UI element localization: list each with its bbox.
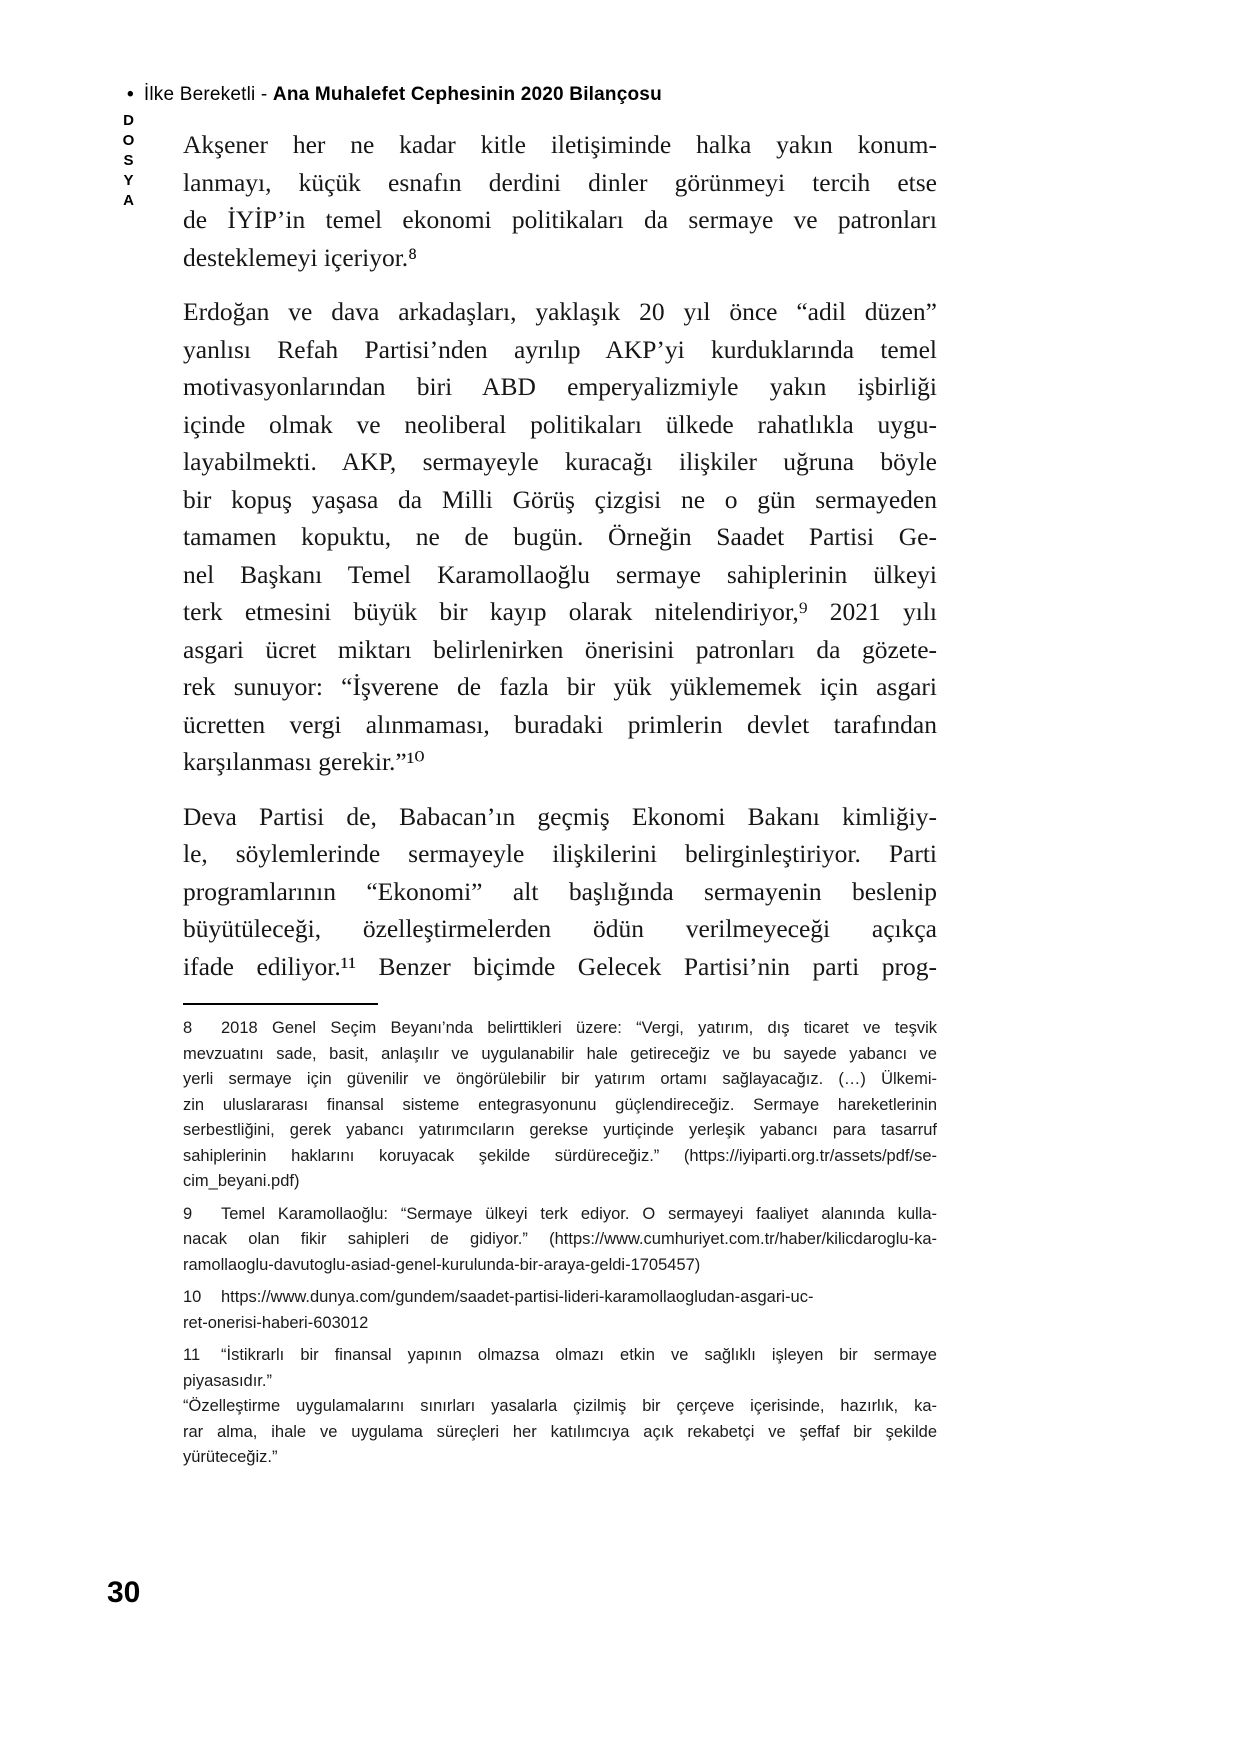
footnote: [183, 1285, 937, 1336]
footnote: [183, 1202, 937, 1279]
body-line: terk etmesini büyük bir kayıp olarak nitelendiriyor,⁹ 2021 yılı: [183, 597, 937, 626]
body-line: yanlısı Refah Partisi’nden ayrılıp AKP’yi kurduklarında temel: [183, 334, 937, 364]
body-paragraph: [183, 126, 937, 276]
footnote-line: ret-onerisi-haberi-603012: [183, 1313, 369, 1332]
footnote-line: sahiplerinin haklarını koruyacak şekilde sürdüreceğiz.” (https://iyiparti.org.tr/assets/pdf/se-: [183, 1146, 937, 1165]
footnote-line: rar alma, ihale ve uygulama süreçleri her katılımcıya açık rekabetçi ve şeffaf bir şekilde: [183, 1422, 937, 1441]
body-line: le, söylemlerinde sermayeyle ilişkilerini belirginleştiriyor. Parti: [183, 839, 937, 868]
body-line: de İYİP’in temel ekonomi politikaları da sermaye ve patronları: [183, 205, 937, 234]
body-line: lanmayı, küçük esnafın derdini dinler görünmeyi tercih etse: [183, 167, 937, 197]
body-line: rek sunuyor: “İşverene de fazla bir yük yüklememek için asgari: [183, 672, 937, 701]
body-line: içinde olmak ve neoliberal politikaları ülkede rahatlıkla uygu-: [183, 409, 937, 439]
body-line: bir kopuş yaşasa da Milli Görüş çizgisi ne o gün sermayeden: [183, 484, 937, 514]
footnotes-section: [183, 1016, 937, 1478]
side-label-dosya: DOSYA: [120, 112, 137, 212]
footnote-line: 9 Temel Karamollaoğlu: “Sermaye ülkeyi terk ediyor. O sermayeyi faaliyet alanında kulla-: [183, 1202, 937, 1228]
header-author: İlke Bereketli -: [143, 84, 273, 105]
body-line: asgari ücret miktarı belirlenirken önerisini patronları da gözete-: [183, 634, 937, 664]
footnote-line: nacak olan fikir sahipleri de gidiyor.” (https://www.cumhuriyet.com.tr/haber/kilicdaroglu-ka-: [183, 1230, 937, 1248]
body-line: ücretten vergi alınmaması, buradaki primlerin devlet tarafından: [183, 709, 937, 739]
footnote-line: 11 “İstikrarlı bir finansal yapının olmazsa olmazı etkin ve sağlıklı işleyen bir sermaye: [183, 1343, 937, 1369]
body-line: motivasyonlarından biri ABD emperyalizmiyle yakın işbirliği: [183, 372, 937, 401]
footnote-line: mevzuatını sade, basit, anlaşılır ve uygulanabilir hale getireceğiz ve bu sayede yabancı ve: [183, 1044, 937, 1063]
footnote-line: zin uluslararası finansal sisteme entegrasyonunu güçlendireceğiz. Sermaye hareketlerinin: [183, 1095, 937, 1114]
footnote-line: cim_beyani.pdf): [183, 1172, 300, 1190]
page-number: 30: [107, 1576, 141, 1609]
body-paragraph: [183, 798, 937, 986]
page-header: [127, 84, 662, 107]
footnote-divider: [183, 1003, 378, 1005]
body-text: [183, 126, 937, 1002]
body-line: ifade ediliyor.¹¹ Benzer biçimde Gelecek Partisi’nin parti prog-: [183, 951, 937, 981]
footnote-number: 11: [183, 1346, 201, 1364]
body-line: tamamen kopuktu, ne de bugün. Örneğin Saadet Partisi Ge-: [183, 522, 937, 551]
body-line: layabilmekti. AKP, sermayeyle kuracağı ilişkiler uğruna böyle: [183, 447, 937, 476]
footnote-line: 10 https://www.dunya.com/gundem/saadet-partisi-lideri-karamollaogludan-asgari-uc-: [183, 1285, 937, 1311]
body-line: nel Başkanı Temel Karamollaoğlu sermaye sahiplerinin ülkeyi: [183, 559, 937, 589]
footnote-line: “Özelleştirme uygulamalarını sınırları yasalarla çizilmiş bir çerçeve içerisinde, hazırlık, ka-: [183, 1397, 937, 1415]
body-line: Akşener her ne kadar kitle iletişiminde halka yakın konum-: [183, 130, 937, 159]
footnote-number: 9: [183, 1204, 193, 1223]
body-line: Deva Partisi de, Babacan’ın geçmiş Ekonomi Bakanı kimliğiy-: [183, 801, 937, 831]
body-line: karşılanması gerekir.”¹⁰: [183, 747, 425, 776]
footnote-line: 8 2018 Genel Seçim Beyanı’nda belirttikleri üzere: “Vergi, yatırım, dış ticaret ve teşvik: [183, 1016, 937, 1042]
header-bullet-icon: •: [127, 84, 134, 105]
body-line: desteklemeyi içeriyor.⁸: [183, 242, 418, 272]
footnote-number: 10: [183, 1288, 202, 1306]
footnote: [183, 1016, 937, 1195]
footnote-line: serbestliğini, gerek yabancı yatırımcıların gerekse yurtiçinde yerleşik yabancı para tasarruf: [183, 1121, 937, 1139]
footnote-number: 8: [183, 1019, 193, 1037]
footnote-line: ramollaoglu-davutoglu-asiad-genel-kurulunda-bir-araya-geldi-1705457): [183, 1255, 701, 1274]
header-title: Ana Muhalefet Cephesinin 2020 Bilançosu: [272, 84, 662, 105]
footnote-line: piyasasıdır.”: [183, 1371, 272, 1390]
footnote-line: yürüteceğiz.”: [183, 1448, 278, 1466]
footnote-line: yerli sermaye için güvenilir ve öngörülebilir bir yatırım ortamı sağlayacağız. (…) Ülkemi-: [183, 1070, 937, 1088]
footnote: [183, 1343, 937, 1471]
body-line: programlarının “Ekonomi” alt başlığında sermayenin beslenip: [183, 876, 937, 906]
body-paragraph: [183, 293, 937, 781]
body-line: Erdoğan ve dava arkadaşları, yaklaşık 20 yıl önce “adil düzen”: [183, 297, 937, 326]
body-line: büyütüleceği, özelleştirmelerden ödün verilmeyeceği açıkça: [183, 914, 937, 943]
